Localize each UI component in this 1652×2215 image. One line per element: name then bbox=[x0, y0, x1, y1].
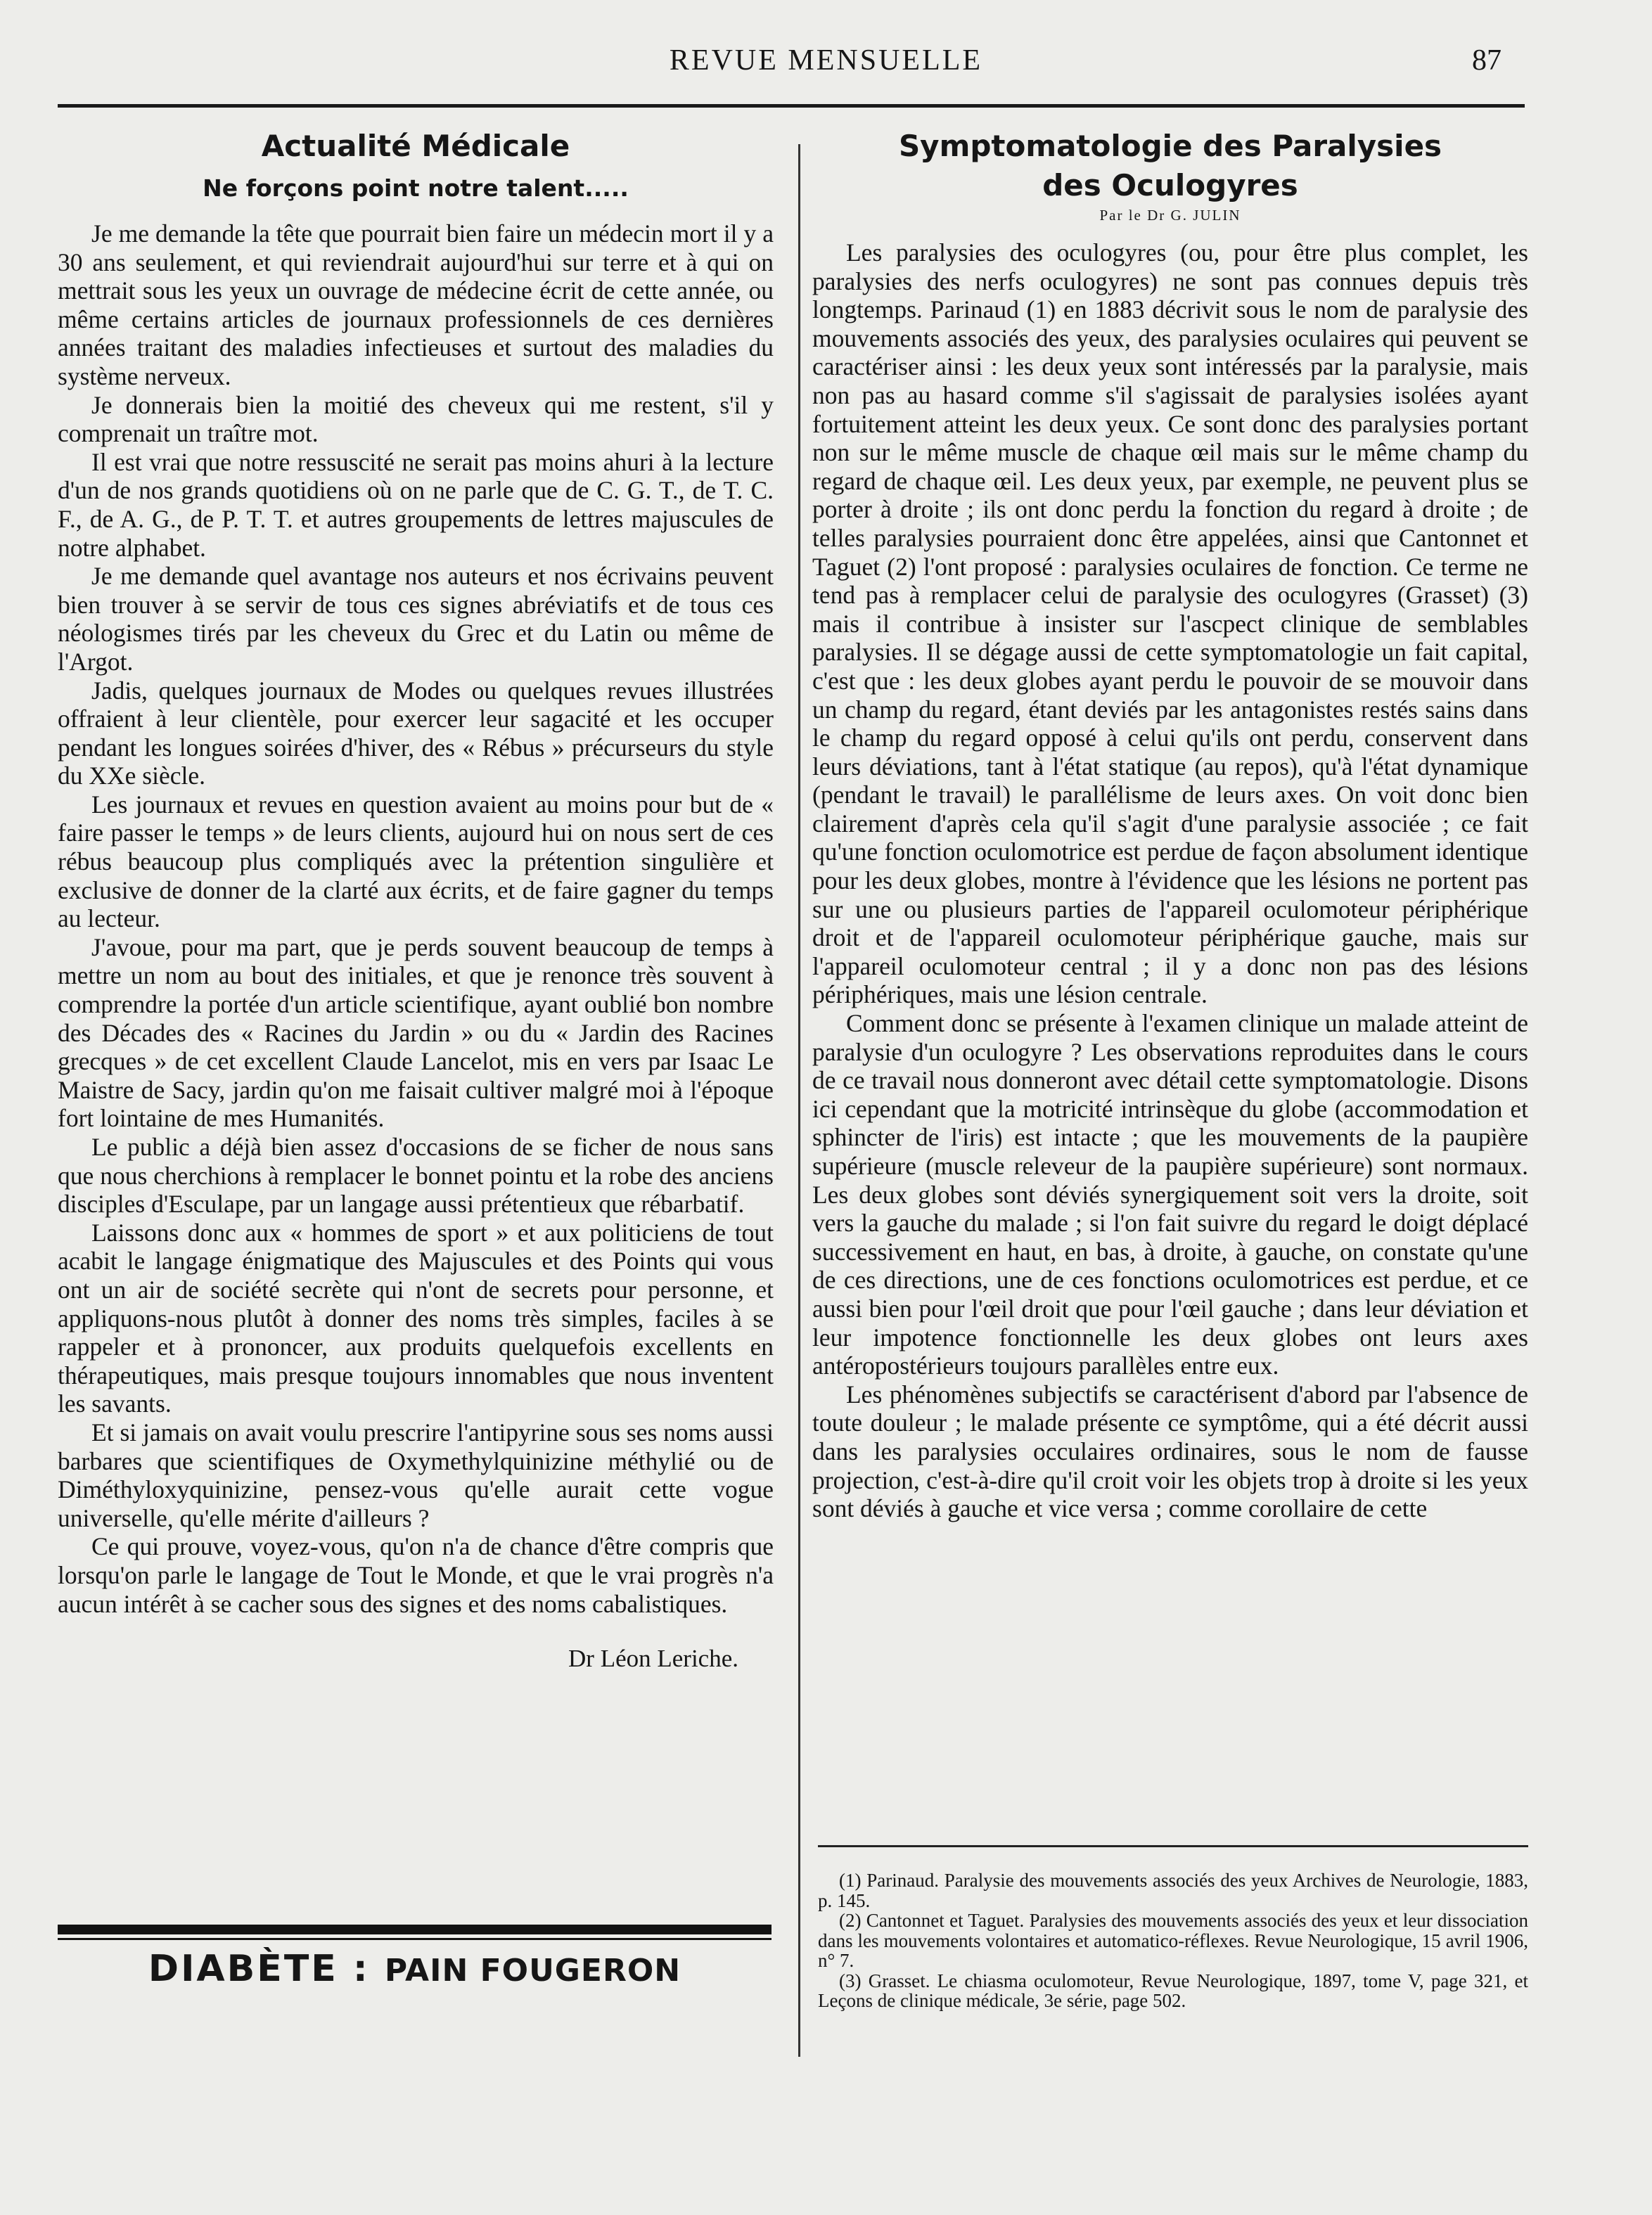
paragraph: Comment donc se présente à l'examen clinique un malade atteint de paralysie d'un oculogyre ? Les observations reproduites dans le cours de ce travail nous donneront avec détail cette symptomatologie. Disons ici cependant que la motricité intrinsèque du globe (accommodation et sphincter de l'iris) est intacte ; que les mouvements de la paupière supérieure (muscle releveur de la paupière supérieure) sont normaux. Les deux globes sont déviés synergiquement soit vers la droite, soit vers la gauche du malade ; si l'on fait suivre du regard le doigt déplacé successivement en haut, en bas, à droite, à gauche, on constate qu'une de ces directions, une de ces fonctions oculomotrices est perdue, et ce aussi bien pour l'œil droit que pour l'œil gauche ; dans leur déviation et leur impotence fonctionnelle les deux globes ont leurs axes antéropostérieurs toujours parallèles entre eux. bbox=[812, 1009, 1528, 1380]
advert-rule bbox=[58, 1925, 771, 1934]
article-title: Ne forçons point notre talent..... bbox=[203, 174, 629, 202]
footnote: (2) Cantonnet et Taguet. Paralysies des mouvements associés des yeux et leur dissociation dans les mouvements volontaires et automatico-réflexes. Revue Neurologique, 15 avril 1906, n° 7. bbox=[818, 1910, 1528, 1971]
page-header bbox=[0, 44, 1652, 86]
footnote-rule bbox=[818, 1845, 1528, 1847]
article-title-line-1: Symptomatologie des Paralysies bbox=[898, 129, 1442, 163]
paragraph: Ce qui prouve, voyez-vous, qu'on n'a de chance d'être compris que lorsqu'on parle le langage de Tout le Monde, et que le vrai progrès n'a aucun intérêt à se cacher sous des signes et des noms cabalistiques. bbox=[58, 1532, 774, 1618]
paragraph: Les phénomènes subjectifs se caractérisent d'abord par l'absence de toute douleur ; le malade présente ce symptôme, qui a été décrit aussi dans les paralysies occulaires ordinaires, sous le nom de fausse projection, c'est-à-dire qu'il croit voir les objets trop à droite si les yeux sont déviés à gauche et vice versa ; comme corollaire de cette bbox=[812, 1380, 1528, 1523]
header-rule bbox=[58, 104, 1525, 108]
advert-product: PAIN FOUGERON bbox=[384, 1953, 681, 1989]
footnotes bbox=[818, 1870, 1528, 2011]
article-title-line-2: des Oculogyres bbox=[1042, 168, 1298, 203]
advert-main: DIABÈTE : bbox=[148, 1948, 370, 1990]
paragraph: Le public a déjà bien assez d'occasions de se ficher de nous sans que nous cherchions à remplacer le bonnet pointu et la robe des anciens disciples d'Esculape, par un langage aussi prétentieux que rébarbatif. bbox=[58, 1133, 774, 1219]
paragraph: Les journaux et revues en question avaient au moins pour but de « faire passer le temps » de leurs clients, aujourd hui on nous sert de ces rébus beaucoup plus compliqués avec la prétention singulière et exclusive de donner de la clarté aux écrits, et de faire gagner du temps au lecteur. bbox=[58, 790, 774, 933]
paragraph: Je donnerais bien la moitié des cheveux qui me restent, s'il y comprenait un traître mot. bbox=[58, 390, 774, 448]
byline: Par le Dr G. JULIN bbox=[1099, 207, 1241, 224]
advert-rule-thin bbox=[58, 1938, 771, 1940]
section-title: Actualité Médicale bbox=[261, 129, 570, 163]
column-divider bbox=[798, 144, 800, 2057]
author-signature: Dr Léon Leriche. bbox=[568, 1645, 738, 1673]
paragraph: Laissons donc aux « hommes de sport » et aux politiciens de tout acabit le langage énigmatique des Majuscules et des Points qui vous ont un air de société secrète qui n'ont de secrets pour personne, et appliquons-nous plutôt à donner des noms très simples, faciles à se rappeler et à prononcer, aux produits quelquefois excellents en thérapeutiques, mais presque toujours innomables que nous inventent les savants. bbox=[58, 1218, 774, 1418]
paragraph: J'avoue, pour ma part, que je perds souvent beaucoup de temps à mettre un nom au bout des initiales, et que je renonce très souvent à comprendre la portée d'un article scientifique, ayant oublié bon nombre des Décades des « Racines du Jardin » ou du « Jardin des Racines grecques » de cet excellent Claude Lancelot, mis en vers par Isaac Le Maistre de Sacy, jardin qu'on me faisait cultiver malgré moi à l'époque fort lointaine de mes Humanités. bbox=[58, 932, 774, 1133]
paragraph: Les paralysies des oculogyres (ou, pour être plus complet, les paralysies des nerfs oculogyres) ne sont pas connues depuis très longtemps. Parinaud (1) en 1883 décrivit sous le nom de paralysie des mouvements associés des yeux, des paralysies oculaires qui peuvent se caractériser ainsi : les deux yeux sont intéressés par la paralysie, mais non pas au hasard comme s'il s'agissait de paralysies isolées ayant fortuitement atteint les deux yeux. Ce sont donc des paralysies portant non sur le même muscle de chaque œil mais sur le même champ du regard de chaque œil. Les deux yeux, par exemple, ne peuvent plus se porter à droite ; ils ont donc perdu la fonction du regard à droite ; de telles paralysies pourraient donc être appelées, ainsi que Cantonnet et Taguet (2) l'ont proposé : paralysies oculaires de fonction. Ce terme ne tend pas à remplacer celui de paralysie des oculogyres (Grasset) (3) mais il contribue à insister sur l'ascpect clinique de semblables paralysies. Il se dégage aussi de cette symptomatologie un fait capital, c'est que : les deux globes ayant perdu le pouvoir de se mouvoir dans un champ du regard, étant deviés par les antagonistes restés sains dans le champ du regard opposé à celui qu'ils ont perdu, conservent dans leurs déviations, tant à l'état statique (au repos), qu'à l'état dynamique (pendant le travail) le parallélisme de leurs axes. On voit donc bien clairement d'après cela qu'il s'agit d'une paralysie associée ; ce fait qu'une fonction oculomotrice est perdue de façon absolument identique pour les deux globes, montre à l'évidence que les lésions ne portent pas sur une ou plusieurs parties de l'appareil oculomoteur périphérique droit et de l'appareil oculomoteur périphérique gauche, mais sur l'appareil oculomoteur central ; il y a donc non pas des lésions périphériques, mais une lésion centrale. bbox=[812, 238, 1528, 1009]
paragraph: Jadis, quelques journaux de Modes ou quelques revues illustrées offraient à leur clientèle, pour exercer leur sagacité et les occuper pendant les longues soirées d'hiver, des « Rébus » précurseurs du style du XXe siècle. bbox=[58, 676, 774, 790]
paragraph: Je me demande quel avantage nos auteurs et nos écrivains peuvent bien trouver à se servir de tous ces signes abréviatifs et de tous ces néologismes tirés par les cheveux du Grec et du Latin ou même de l'Argot. bbox=[58, 562, 774, 676]
right-column bbox=[812, 127, 1528, 1523]
footnote: (1) Parinaud. Paralysie des mouvements associés des yeux Archives de Neurologie, 1883, p. 145. bbox=[818, 1870, 1528, 1911]
footnote: (3) Grasset. Le chiasma oculomoteur, Revue Neurologique, 1897, tome V, page 321, et Leçons de clinique médicale, 3e série, page 502. bbox=[818, 1970, 1528, 2011]
page-number: 87 bbox=[1472, 44, 1501, 77]
advert-banner bbox=[58, 1948, 771, 1990]
left-column bbox=[58, 127, 774, 1673]
paragraph: Je me demande la tête que pourrait bien faire un médecin mort il y a 30 ans seulement, et qui reviendrait aujourd'hui sur terre et à qui on mettrait sous les yeux un ouvrage de médecine écrit de cette année, ou même certains articles de journaux professionnels de ces dernières années traitant des maladies infectieuses et surtout des maladies du système nerveux. bbox=[58, 219, 774, 390]
running-title: REVUE MENSUELLE bbox=[669, 44, 983, 77]
paragraph: Il est vrai que notre ressuscité ne serait pas moins ahuri à la lecture d'un de nos grands quotidiens où on ne parle que de C. G. T., de T. C. F., de A. G., de P. T. T. et autres groupements de lettres majuscules de notre alphabet. bbox=[58, 447, 774, 562]
paragraph: Et si jamais on avait voulu prescrire l'antipyrine sous ses noms aussi barbares que scientifiques de Oxymethylquinizine méthylié ou de Diméthyloxyquinizine, pensez-vous qu'elle aurait cette vogue universelle, qu'elle mérite d'ailleurs ? bbox=[58, 1418, 774, 1532]
